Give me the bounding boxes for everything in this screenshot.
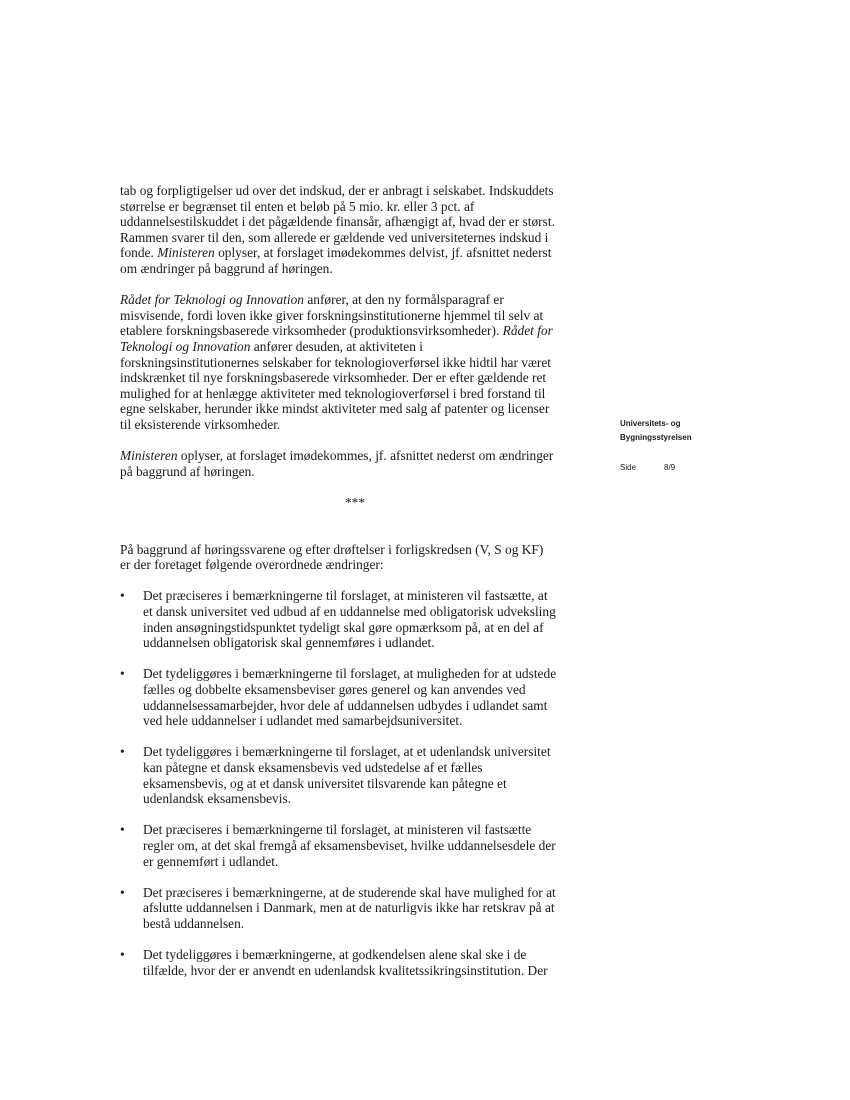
text-line: På baggrund af høringssvarene og efter drøftelser i forligskredsen (V, S og KF) [120,541,544,557]
list-item [120,666,590,728]
text-line: ved hele uddannelser i udlandet med samarbejdsuniversitet. [143,713,463,729]
text-segment: oplyser, at forslaget imødekommes delvist, jf. afsnittet nederst [214,245,552,261]
text-line: indskrænket til nye forskningsbaserede virksomheder. Der er efter gældende ret [120,370,547,386]
page-indicator [620,461,760,475]
text-line: afslutte uddannelsen i Danmark, men at de naturligvis ikke har retskrav på at [143,900,555,916]
text-line [120,339,590,355]
text-line: Det præciseres i bemærkningerne, at de studerende skal have mulighed for at [143,884,556,900]
text-line: Det tydeliggøres i bemærkningerne til forslaget, at muligheden for at udstede [143,666,557,682]
text-line [120,245,590,261]
document-body [120,183,590,994]
text-segment: anfører, at den ny formålsparagraf er [303,292,504,308]
page-label: Side [620,463,637,472]
text-line [120,323,590,339]
bullet-icon: • [120,666,125,682]
text-line: på baggrund af høringen. [120,463,255,479]
text-line: Det præciseres i bemærkningerne til forslaget, at ministeren vil fastsætte [143,822,532,838]
paragraph-ministeren [120,448,590,479]
text-line: Det præciseres i bemærkningerne til forslaget, at ministeren vil fastsætte, at [143,588,548,604]
changes-list [120,588,590,978]
text-line [120,292,590,308]
text-line: misvisende, fordi loven ikke giver forskningsinstitutionerne hjemmel til selv at [120,307,544,323]
list-item [120,744,590,806]
emphasis-ministeren: Ministeren [157,245,215,261]
text-line: om ændringer på baggrund af høringen. [120,260,333,276]
emphasis-raadet: Rådet for [502,323,553,339]
text-line: uddannelsessamarbejder, hvor dele af uddannelsen udbydes i udlandet samt [143,697,548,713]
bullet-icon: • [120,884,125,900]
text-line: forskningsinstitutionernes selskaber for teknologioverførsel ikke hidtil har været [120,354,552,370]
text-line: uddannelsen obligatorisk skal gennemføres i udlandet. [143,635,435,651]
organization-name-line2: Bygningsstyrelsen [620,433,692,442]
text-segment: oplyser, at forslaget imødekommes, jf. afsnittet nederst om ændringer [177,448,554,464]
emphasis-raadet: Rådet for Teknologi og Innovation [120,292,304,308]
section-separator: *** [344,494,366,510]
text-line: udenlandsk eksamensbevis. [143,791,292,807]
text-line: Rammen svarer til den, som allerede er gældende ved universiteternes indskud i [120,229,549,245]
bullet-icon: • [120,822,125,838]
emphasis-raadet: Teknologi og Innovation [120,338,251,354]
text-line: uddannelsestilskuddet i det pågældende finansår, afhængigt af, hvad der er størst. [120,214,555,230]
text-line: egne selskaber, herunder ikke mindst aktiviteter med salg af patenter og licenser [120,401,550,417]
text-segment: anfører desuden, at aktiviteten i [250,338,423,354]
text-line: bestå uddannelsen. [143,915,245,931]
list-item [120,588,590,650]
paragraph-indskud [120,183,590,277]
page-number: 8/9 [664,463,676,472]
organization-name [620,417,760,445]
text-line: mulighed for at henlægge aktiviteter med teknologioverførsel i bred forstand til [120,385,546,401]
paragraph-raadet [120,292,590,432]
list-item [120,822,590,869]
text-line: Det tydeliggøres i bemærkningerne til forslaget, at et udenlandsk universitet [143,744,551,760]
text-line: fælles og dobbelte eksamensbeviser gøres generel og kan anvendes ved [143,682,526,697]
text-line: tab og forpligtigelser ud over det indskud, der er anbragt i selskabet. Indskuddets [120,183,554,198]
text-line [120,448,590,464]
text-line: regler om, at det skal fremgå af eksamensbeviset, hvilke uddannelsesdele der [143,837,556,853]
text-segment: fonde. [120,245,158,261]
text-line: til eksisterende virksomheder. [120,416,281,432]
text-line: et dansk universitet ved udbud af en uddannelse med obligatorisk udveksling [143,604,556,620]
emphasis-ministeren: Ministeren [120,448,178,464]
organization-name-line1: Universitets- og [620,419,681,428]
paragraph-intro-changes [120,542,590,573]
bullet-icon: • [120,588,125,604]
text-line: er gennemført i udlandet. [143,853,279,869]
text-segment: etablere forskningsbaserede virksomheder (produktionsvirksomheder). [120,323,503,339]
text-line: eksamensbevis, og at et dansk universitet tilsvarende kan påtegne et [143,775,507,791]
list-item [120,885,590,932]
text-line: tilfælde, hvor der er anvendt en udenlandsk kvalitetssikringsinstitution. Der [143,962,548,978]
text-line: kan påtegne et dansk eksamensbevis ved udstedelse af et fælles [143,759,483,775]
text-line: Det tydeliggøres i bemærkningerne, at godkendelsen alene skal ske i de [143,947,527,963]
bullet-icon: • [120,947,125,963]
text-line: inden ansøgningstidspunktet tydeligt skal gøre opmærksom på, at en del af [143,619,544,635]
bullet-icon: • [120,744,125,760]
page-sidebar [620,417,760,475]
list-item [120,947,590,978]
text-line: størrelse er begrænset til enten et beløb på 5 mio. kr. eller 3 pct. af [120,198,475,214]
text-line: er der foretaget følgende overordnede ændringer: [120,557,384,573]
